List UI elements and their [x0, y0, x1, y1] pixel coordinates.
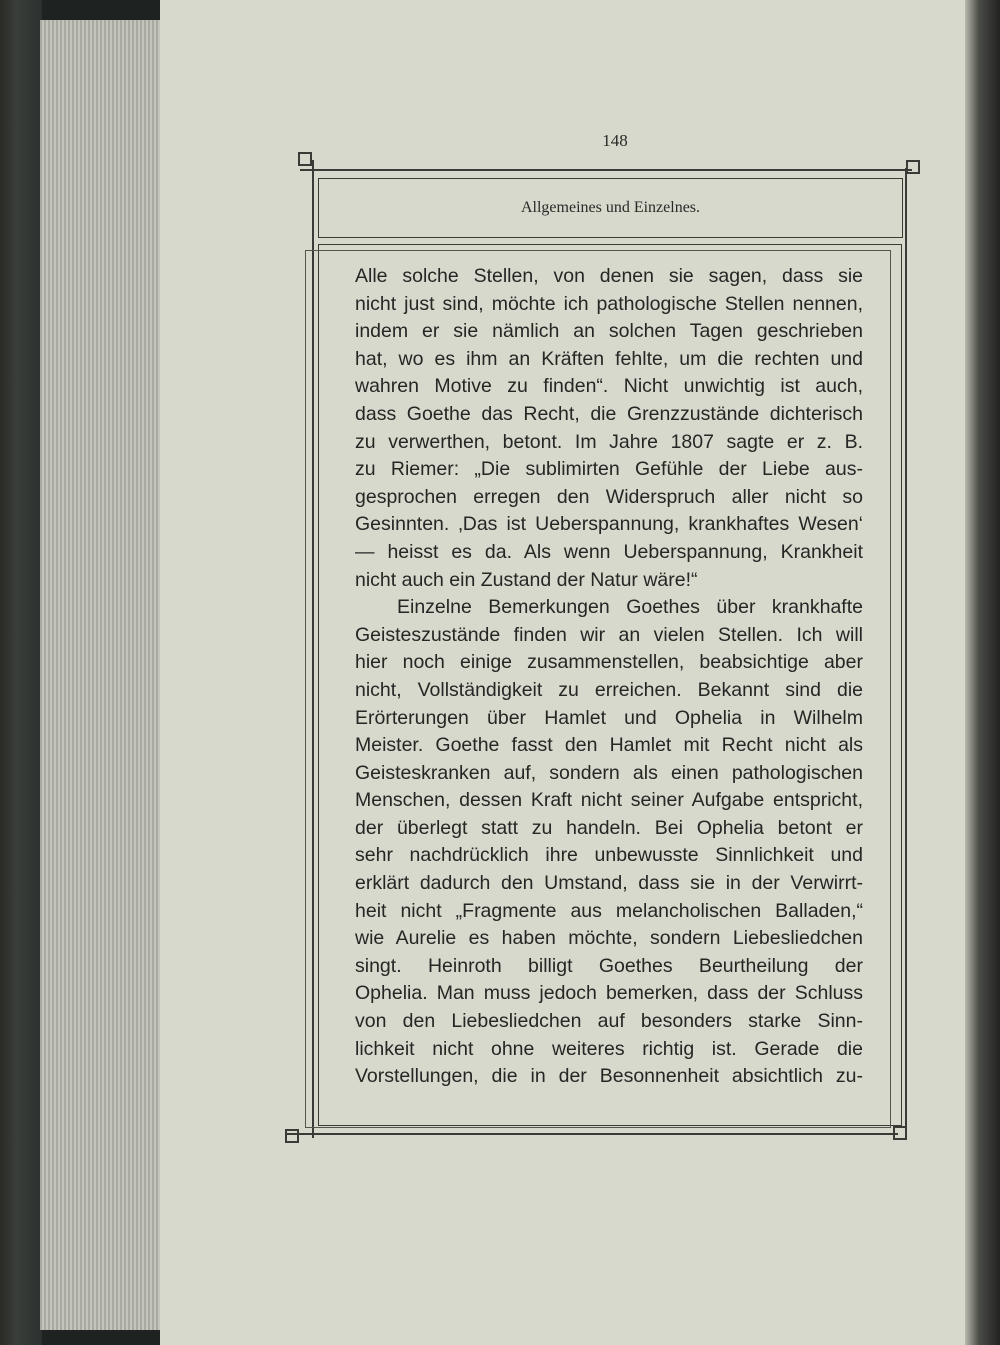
corner-square [285, 1129, 299, 1143]
text-line: wahren Motive zu finden“. Nicht unwichtig ist auch, [355, 375, 863, 398]
frame-bottom-rule [286, 1133, 898, 1135]
text-line: Einzelne Bemerkungen Goethes über krankhafte [397, 596, 863, 619]
text-line: Erörterungen über Hamlet und Ophelia in Wilhelm [355, 706, 863, 729]
text-line: zu verwerthen, betont. Im Jahre 1807 sagte er z. B. [355, 430, 863, 453]
text-line: hier noch einige zusammenstellen, beabsichtige aber [355, 651, 863, 674]
text-line: zu Riemer: „Die sublimirten Gefühle der Liebe aus- [355, 458, 863, 481]
text-line: Alle solche Stellen, von denen sie sagen, dass sie [355, 265, 863, 287]
frame-top-rule [300, 169, 912, 171]
text-line: erklärt dadurch den Umstand, dass sie in der Verwirrt- [355, 872, 863, 895]
text-line: Geisteskranken auf, sondern als einen pathologischen [355, 761, 863, 784]
text-line: nicht just sind, möchte ich pathologische Stellen nennen, [355, 292, 863, 315]
body-text [355, 263, 863, 1091]
text-line: der überlegt statt zu handeln. Bei Ophelia betont er [355, 816, 863, 839]
text-line: heit nicht „Fragmente aus melancholischen Balladen,“ [355, 899, 863, 922]
running-header: Allgemeines und Einzelnes. [520, 199, 701, 216]
text-line: Gesinnten. ‚Das ist Ueberspannung, krankhaftes Wesen‘ [355, 513, 863, 536]
text-line: — heisst es da. Als wenn Ueberspannung, Krankheit [355, 540, 863, 563]
text-line: Vorstellungen, die in der Besonnenheit absichtlich zu- [355, 1065, 863, 1088]
text-line: Geisteszustände finden wir an vielen Stellen. Ich will [355, 623, 863, 646]
text-line: Meister. Goethe fasst den Hamlet mit Recht nicht als [355, 734, 863, 757]
text-line: nicht, Vollständigkeit zu erreichen. Bekannt sind die [355, 678, 863, 701]
text-line: gesprochen erregen den Widerspruch aller nicht so [355, 485, 863, 508]
text-line: nicht auch ein Zustand der Natur wäre!“ [355, 568, 698, 591]
text-line: singt. Heinroth billigt Goethes Beurtheilung der [355, 954, 863, 977]
corner-square [906, 160, 920, 174]
page-number: 148 [602, 131, 628, 150]
corner-square [298, 152, 312, 166]
facing-page-edge [965, 0, 1000, 1345]
book-spine [0, 0, 42, 1345]
text-line: Menschen, dessen Kraft nicht seiner Aufgabe entspricht, [355, 789, 863, 812]
text-line: sehr nachdrücklich ihre unbewusste Sinnlichkeit und [355, 844, 863, 867]
text-line: indem er sie nämlich an solchen Tagen geschrieben [355, 320, 863, 343]
page-edges [40, 20, 165, 1330]
text-line: Ophelia. Man muss jedoch bemerken, dass der Schluss [355, 982, 863, 1005]
text-line: von den Liebesliedchen auf besonders starke Sinn- [355, 1010, 863, 1033]
text-line: hat, wo es ihm an Kräften fehlte, um die rechten und [355, 347, 863, 370]
frame-right-rule [905, 168, 907, 1134]
corner-square [893, 1126, 907, 1140]
text-line: dass Goethe das Recht, die Grenzzustände dichterisch [355, 402, 863, 425]
text-line: lichkeit nicht ohne weiteres richtig ist. Gerade die [355, 1037, 863, 1060]
text-line: wie Aurelie es haben möchte, sondern Liebesliedchen [355, 927, 863, 950]
